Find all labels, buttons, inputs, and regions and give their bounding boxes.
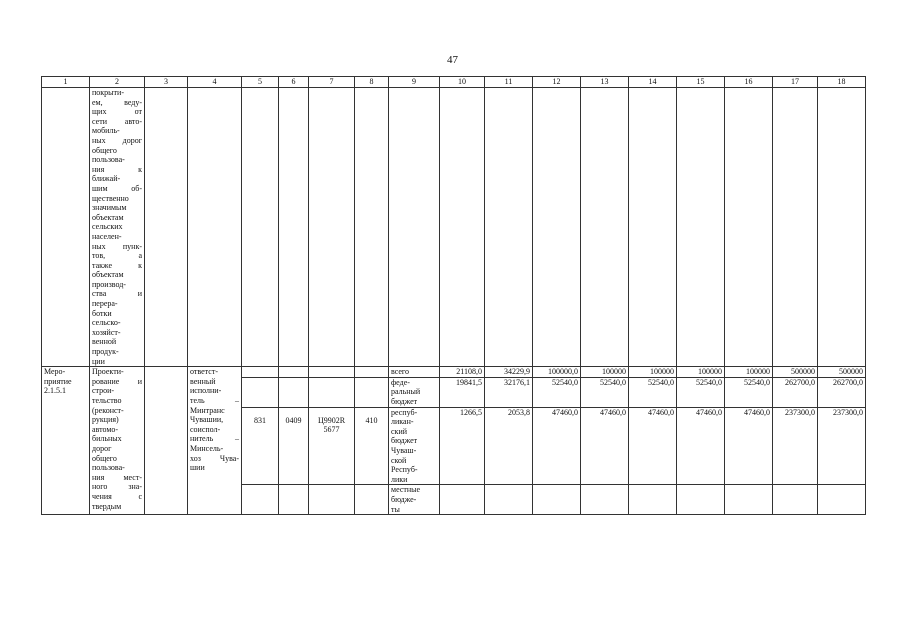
header-col-16: 16 (725, 77, 773, 88)
text-line: ных пунк- (92, 241, 142, 251)
cont-col-4 (188, 88, 242, 367)
text-line: приятие (44, 376, 72, 386)
text-line: хоз Чува- (190, 453, 239, 463)
text-line: строи- (92, 386, 115, 396)
text-line: рование и (92, 376, 142, 386)
value-col-10: 1266,5 (440, 407, 485, 485)
cont-col-14 (629, 88, 677, 367)
value-col-16: 47460,0 (725, 407, 773, 485)
text-line: Меро- (44, 367, 66, 377)
text-line: сельских (92, 222, 123, 232)
text-line: респуб- (391, 407, 418, 417)
text-line: бюджет (391, 436, 418, 446)
text-line: также к (92, 260, 142, 270)
budget-code-col-6 (279, 485, 309, 515)
value-col-10 (440, 485, 485, 515)
text-line: 2.1.5.1 (44, 386, 66, 396)
cont-col-5 (242, 88, 279, 367)
header-col-9: 9 (389, 77, 440, 88)
value-col-13 (581, 485, 629, 515)
budget-code-col-5 (242, 485, 279, 515)
value-col-18: 262700,0 (818, 377, 866, 407)
budget-code-col-5 (242, 367, 279, 378)
text-line: бюджет (391, 397, 418, 406)
budget-code-col-6: 0409 (279, 407, 309, 485)
text-line: объектам (92, 270, 124, 280)
cont-col-11 (485, 88, 533, 367)
value-col-10: 19841,5 (440, 377, 485, 407)
text-line: Ц9902R (317, 415, 346, 425)
value-col-17: 237300,0 (773, 407, 818, 485)
text-line: общего (92, 453, 117, 463)
text-line: общего (92, 145, 117, 155)
value-col-15: 100000 (677, 367, 725, 378)
funding-source (389, 367, 440, 378)
value-col-15: 52540,0 (677, 377, 725, 407)
activity-col-3 (145, 367, 188, 515)
header-col-2: 2 (90, 77, 145, 88)
text-line: населен- (92, 231, 122, 241)
value-col-11: 32176,1 (485, 377, 533, 407)
value-col-14: 52540,0 (629, 377, 677, 407)
value-col-13: 100000 (581, 367, 629, 378)
value-col-11: 2053,8 (485, 407, 533, 485)
value-col-17 (773, 485, 818, 515)
value-col-13: 47460,0 (581, 407, 629, 485)
text-line: венной (92, 337, 117, 347)
text-line: щих от (92, 107, 142, 117)
value-col-18 (818, 485, 866, 515)
activity-row (42, 367, 866, 378)
header-col-7: 7 (309, 77, 355, 88)
text-line: Минсель- (190, 443, 224, 453)
text-line: производ- (92, 279, 126, 289)
text-line: чения с (92, 491, 142, 501)
value-col-16: 100000 (725, 367, 773, 378)
text-line: ных дорог (92, 135, 142, 145)
value-col-13: 52540,0 (581, 377, 629, 407)
header-col-6: 6 (279, 77, 309, 88)
value-col-16: 52540,0 (725, 377, 773, 407)
text-line: нитель – (190, 434, 239, 444)
text-line: ликан- (391, 417, 414, 427)
text-line: значимым (92, 203, 127, 213)
text-line: исполни- (190, 386, 222, 396)
budget-code-col-7 (309, 377, 355, 407)
text-line: 5677 (323, 425, 340, 435)
continuation-row (42, 88, 866, 367)
value-col-17: 262700,0 (773, 377, 818, 407)
text-line: автомо- (92, 424, 119, 434)
cont-col-16 (725, 88, 773, 367)
cont-col-18 (818, 88, 866, 367)
budget-code-col-7 (309, 485, 355, 515)
text-line: Чуваш- (391, 445, 417, 455)
text-line: продук- (92, 347, 119, 357)
program-table (41, 76, 866, 515)
text-line: ральный (391, 387, 421, 397)
value-col-12: 52540,0 (533, 377, 581, 407)
header-row (42, 77, 866, 88)
text-line: щественно (92, 193, 129, 203)
text-line: ский (391, 426, 407, 436)
cont-col-3 (145, 88, 188, 367)
text-line: дорог (92, 443, 112, 453)
header-col-12: 12 (533, 77, 581, 88)
text-line: Проекти- (92, 367, 124, 377)
value-col-14 (629, 485, 677, 515)
cont-col-8 (355, 88, 389, 367)
text-line: феде- (391, 377, 410, 387)
cont-col-2 (90, 88, 145, 367)
text-line: объектам (92, 212, 124, 222)
text-line: ботки (92, 308, 112, 318)
text-line: ской (391, 455, 407, 465)
value-col-11 (485, 485, 533, 515)
value-col-15 (677, 485, 725, 515)
header-col-4: 4 (188, 77, 242, 88)
text-line: Минтранс (190, 405, 225, 415)
budget-code-col-6 (279, 367, 309, 378)
text-line: Чувашии, (190, 415, 224, 425)
value-col-15: 47460,0 (677, 407, 725, 485)
text-line: ного зна- (92, 482, 142, 492)
text-line: ния к (92, 164, 142, 174)
activity-name (90, 367, 145, 515)
text-line: пользова- (92, 463, 125, 473)
cont-col-10 (440, 88, 485, 367)
budget-code-col-8 (355, 485, 389, 515)
header-col-3: 3 (145, 77, 188, 88)
page-number: 47 (447, 54, 458, 66)
header-col-15: 15 (677, 77, 725, 88)
budget-code-col-8: 410 (355, 407, 389, 485)
text-line: рукция) (92, 415, 119, 425)
value-col-12 (533, 485, 581, 515)
budget-code-col-5 (242, 377, 279, 407)
header-col-11: 11 (485, 77, 533, 88)
value-col-11: 34229,9 (485, 367, 533, 378)
text-line: бюдже- (391, 494, 417, 504)
text-line: шии (190, 463, 205, 473)
text-line: бильных (92, 434, 122, 444)
value-col-16 (725, 485, 773, 515)
text-line: ции (92, 356, 105, 366)
budget-code-col-7 (309, 367, 355, 378)
header-col-18: 18 (818, 77, 866, 88)
text-line: ства и (92, 289, 142, 299)
text-line: (реконст- (92, 405, 124, 415)
text-line: венный (190, 376, 216, 386)
text-line: сети авто- (92, 116, 142, 126)
header-col-5: 5 (242, 77, 279, 88)
text-line: ответст- (190, 367, 218, 377)
cont-col-13 (581, 88, 629, 367)
text-line: мобиль- (92, 126, 120, 136)
text-line: местные (391, 485, 421, 495)
cont-col-6 (279, 88, 309, 367)
text-line: лики (391, 474, 408, 484)
header-col-17: 17 (773, 77, 818, 88)
text-line: ты (391, 504, 400, 514)
value-col-12: 100000,0 (533, 367, 581, 378)
text-line: покрыти- (92, 88, 124, 97)
text-line: твердым (92, 501, 122, 511)
value-col-14: 47460,0 (629, 407, 677, 485)
text-line: шим об- (92, 183, 142, 193)
value-col-10: 21108,0 (440, 367, 485, 378)
text-line: Респуб- (391, 465, 418, 475)
text-line: тельство (92, 396, 122, 405)
text-line: перера- (92, 299, 118, 309)
budget-code-col-6 (279, 377, 309, 407)
value-col-12: 47460,0 (533, 407, 581, 485)
text-line: соиспол- (190, 424, 221, 434)
budget-code-col-8 (355, 367, 389, 378)
cont-col-12 (533, 88, 581, 367)
cont-col-17 (773, 88, 818, 367)
activity-executor (188, 367, 242, 515)
value-col-18: 237300,0 (818, 407, 866, 485)
text-line: ближай- (92, 174, 121, 184)
header-col-1: 1 (42, 77, 90, 88)
budget-code-col-7 (309, 407, 355, 485)
text-line: тов, а (92, 251, 142, 261)
funding-source (389, 377, 440, 407)
text-line: ния мест- (92, 472, 142, 482)
cont-col-15 (677, 88, 725, 367)
text-line: хозяйст- (92, 327, 121, 337)
header-col-8: 8 (355, 77, 389, 88)
text-line: сельско- (92, 318, 121, 328)
text-line: тель – (190, 396, 239, 405)
value-col-14: 100000 (629, 367, 677, 378)
header-col-14: 14 (629, 77, 677, 88)
header-col-13: 13 (581, 77, 629, 88)
header-col-10: 10 (440, 77, 485, 88)
budget-code-col-8 (355, 377, 389, 407)
cont-col-9 (389, 88, 440, 367)
value-col-18: 500000 (818, 367, 866, 378)
value-col-17: 500000 (773, 367, 818, 378)
text-line: всего (391, 367, 410, 377)
cont-col-7 (309, 88, 355, 367)
budget-code-col-5: 831 (242, 407, 279, 485)
text-line: пользова- (92, 155, 125, 165)
funding-source (389, 407, 440, 485)
text-line: ем, веду- (92, 97, 142, 107)
cont-col-1 (42, 88, 90, 367)
activity-code (42, 367, 90, 515)
funding-source (389, 485, 440, 515)
